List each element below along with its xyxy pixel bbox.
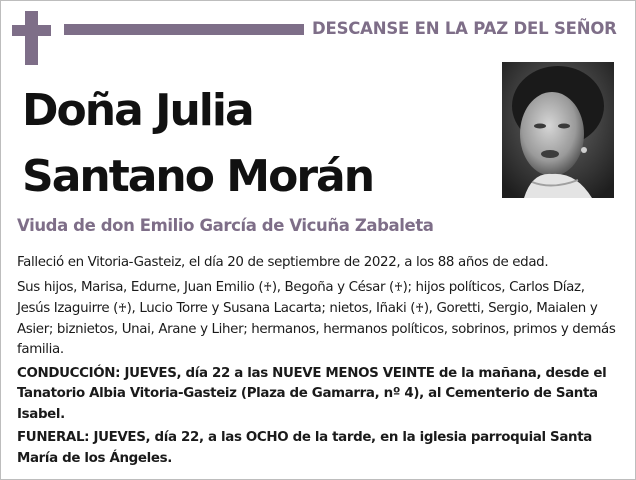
widow-of-line: Viuda de don Emilio García de Vicuña Zabaleta — [17, 216, 434, 235]
deceased-cross-icon: ♰ — [415, 301, 424, 315]
header-title: DESCANSE EN LA PAZ DEL SEÑOR — [312, 19, 617, 38]
conduccion-label: CONDUCCIÓN: — [17, 365, 121, 381]
conduccion-paragraph: CONDUCCIÓN: JUEVES, día 22 a las NUEVE MENOS VEINTE de la mañana, desde el Tanatorio Albia Vitoria-Gasteiz (Plaza de Gamarra, nº 4), al Cementerio de Santa Isabel. — [17, 365, 607, 422]
deceased-cross-icon: ♰ — [118, 301, 127, 315]
notice-body — [17, 253, 619, 472]
death-notice: Falleció en Vitoria-Gasteiz, el día 20 de septiembre de 2022, a los 88 años de edad. — [17, 255, 549, 270]
header-rule — [64, 24, 304, 35]
deceased-name-line1: Doña Julia — [22, 85, 253, 136]
deceased-name-line2: Santano Morán — [22, 151, 374, 202]
deceased-cross-icon: ♰ — [263, 279, 272, 294]
family-paragraph: Sus hijos, Marisa, Edurne, Juan Emilio (♰), Begoña y César (♰); hijos políticos, Carlos Díaz, Jesús Izaguirre (♰), Lucio Torre y Susana Lacarta; nietos, Iñaki (♰), Goretti, Sergio, Maialen y Asier; biznietos, Unai, Arane y Liher; hermanos, hermanos políticos, sobrinos, primos y demás familia. — [17, 279, 616, 357]
deceased-cross-icon: ♰ — [393, 279, 403, 294]
funeral-paragraph: FUNERAL: JUEVES, día 22, a las OCHO de la tarde, en la iglesia parroquial Santa María de los Ángeles. — [17, 430, 592, 466]
funeral-label: FUNERAL: — [17, 430, 90, 445]
portrait-photo — [502, 62, 614, 198]
